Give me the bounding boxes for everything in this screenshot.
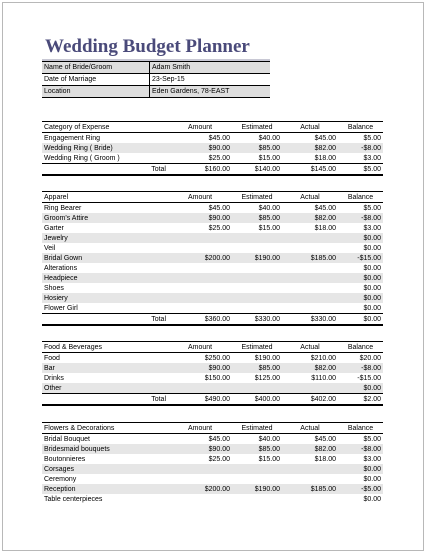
- table-row: [42, 263, 383, 273]
- column-header: Amount: [168, 192, 232, 203]
- estimated-cell[interactable]: [232, 303, 282, 314]
- actual-cell[interactable]: $18.00: [282, 223, 338, 233]
- table-row: [42, 363, 383, 373]
- table-row: [42, 213, 383, 223]
- balance-cell[interactable]: -$8.00: [338, 143, 383, 153]
- expense-category-table: [42, 121, 383, 176]
- expense-item: Garter: [42, 223, 168, 233]
- balance-cell[interactable]: $3.00: [338, 153, 383, 164]
- column-header: Actual: [282, 423, 338, 434]
- food-beverages-table: [42, 341, 383, 406]
- estimated-cell[interactable]: [232, 293, 282, 303]
- info-row-date: [42, 74, 270, 86]
- estimated-cell[interactable]: [232, 263, 282, 273]
- expense-item: Reception: [42, 484, 168, 494]
- expense-item: Other: [42, 383, 168, 394]
- info-label: Date of Marriage: [42, 74, 150, 86]
- actual-cell[interactable]: $18.00: [282, 454, 338, 464]
- estimated-cell[interactable]: [232, 243, 282, 253]
- expense-item: Food: [42, 353, 168, 364]
- expense-item: Table centerpieces: [42, 494, 168, 504]
- actual-cell[interactable]: [282, 464, 338, 474]
- estimated-cell[interactable]: $85.00: [232, 213, 282, 223]
- estimated-cell[interactable]: $190.00: [232, 353, 282, 364]
- table-row: [42, 383, 383, 394]
- total-estimated: $400.00: [232, 394, 282, 406]
- total-actual: $402.00: [282, 394, 338, 406]
- balance-cell[interactable]: $3.00: [338, 454, 383, 464]
- balance-cell[interactable]: $0.00: [338, 494, 383, 504]
- amount-cell[interactable]: [168, 283, 232, 293]
- amount-cell[interactable]: [168, 293, 232, 303]
- total-balance: $2.00: [338, 394, 383, 406]
- column-header: Category of Expense: [42, 122, 168, 133]
- column-header: Food & Beverages: [42, 342, 168, 353]
- info-value[interactable]: Adam Smith: [150, 62, 271, 74]
- actual-cell[interactable]: $45.00: [282, 133, 338, 144]
- amount-cell[interactable]: $90.00: [168, 444, 232, 454]
- estimated-cell[interactable]: $40.00: [232, 133, 282, 144]
- actual-cell[interactable]: $82.00: [282, 363, 338, 373]
- table-row: [42, 474, 383, 484]
- info-row-location: [42, 86, 270, 98]
- expense-item: Boutonnieres: [42, 454, 168, 464]
- estimated-cell[interactable]: $190.00: [232, 253, 282, 263]
- table-row: [42, 464, 383, 474]
- table-row: [42, 444, 383, 454]
- expense-item: Corsages: [42, 464, 168, 474]
- expense-item: Hosiery: [42, 293, 168, 303]
- expense-item: Shoes: [42, 283, 168, 293]
- column-header: Balance: [338, 423, 383, 434]
- table-row: [42, 143, 383, 153]
- amount-cell[interactable]: [168, 464, 232, 474]
- expense-item: Bridal Gown: [42, 253, 168, 263]
- total-spacer: [42, 394, 106, 406]
- column-header: Amount: [168, 423, 232, 434]
- table-header-row: [42, 122, 383, 133]
- expense-item: Engagement Ring: [42, 133, 168, 144]
- estimated-cell[interactable]: $15.00: [232, 153, 282, 164]
- balance-cell[interactable]: $5.00: [338, 133, 383, 144]
- estimated-cell[interactable]: $85.00: [232, 143, 282, 153]
- table-row: [42, 233, 383, 243]
- table-row: [42, 373, 383, 383]
- balance-cell[interactable]: -$8.00: [338, 213, 383, 223]
- column-header: Amount: [168, 122, 232, 133]
- info-label: Name of Bride/Groom: [42, 62, 150, 74]
- total-estimated: $140.00: [232, 164, 282, 176]
- table-row: [42, 454, 383, 464]
- amount-cell[interactable]: $200.00: [168, 484, 232, 494]
- estimated-cell[interactable]: [232, 494, 282, 504]
- amount-cell[interactable]: [168, 303, 232, 314]
- table-row: [42, 293, 383, 303]
- balance-cell[interactable]: $0.00: [338, 293, 383, 303]
- amount-cell[interactable]: $90.00: [168, 363, 232, 373]
- balance-cell[interactable]: $0.00: [338, 303, 383, 314]
- estimated-cell[interactable]: [232, 464, 282, 474]
- expense-item: Jewelry: [42, 233, 168, 243]
- info-value[interactable]: 23-Sep-15: [150, 74, 271, 86]
- estimated-cell[interactable]: $85.00: [232, 444, 282, 454]
- balance-cell[interactable]: $5.00: [338, 434, 383, 445]
- actual-cell[interactable]: [282, 293, 338, 303]
- column-header: Actual: [282, 122, 338, 133]
- wedding-info-table: [42, 61, 270, 98]
- amount-cell[interactable]: $25.00: [168, 153, 232, 164]
- expense-item: Groom's Attire: [42, 213, 168, 223]
- actual-cell[interactable]: $18.00: [282, 153, 338, 164]
- table-header-row: [42, 423, 383, 434]
- balance-cell[interactable]: $20.00: [338, 353, 383, 364]
- table-row: [42, 434, 383, 445]
- table-row: [42, 494, 383, 504]
- column-header: Amount: [168, 342, 232, 353]
- column-header: Balance: [338, 122, 383, 133]
- column-header: Apparel: [42, 192, 168, 203]
- actual-cell[interactable]: [282, 383, 338, 394]
- actual-cell[interactable]: $82.00: [282, 143, 338, 153]
- expense-item: Ring Bearer: [42, 203, 168, 214]
- table-row: [42, 303, 383, 314]
- apparel-table: [42, 191, 383, 326]
- total-row: [42, 394, 383, 406]
- amount-cell[interactable]: [168, 273, 232, 283]
- column-header: Estimated: [232, 122, 282, 133]
- expense-item: Wedding Ring ( Bride): [42, 143, 168, 153]
- total-balance: $5.00: [338, 164, 383, 176]
- column-header: Estimated: [232, 423, 282, 434]
- balance-cell[interactable]: $0.00: [338, 263, 383, 273]
- column-header: Actual: [282, 342, 338, 353]
- amount-cell[interactable]: $90.00: [168, 143, 232, 153]
- actual-cell[interactable]: $82.00: [282, 444, 338, 454]
- amount-cell[interactable]: [168, 263, 232, 273]
- estimated-cell[interactable]: $190.00: [232, 484, 282, 494]
- total-actual: $330.00: [282, 314, 338, 326]
- estimated-cell[interactable]: $125.00: [232, 373, 282, 383]
- total-balance: $0.00: [338, 314, 383, 326]
- balance-cell[interactable]: $0.00: [338, 273, 383, 283]
- amount-cell[interactable]: $45.00: [168, 203, 232, 214]
- expense-item: Veil: [42, 243, 168, 253]
- expense-item: Drinks: [42, 373, 168, 383]
- actual-cell[interactable]: $110.00: [282, 373, 338, 383]
- expense-item: Bridesmaid bouquets: [42, 444, 168, 454]
- actual-cell[interactable]: [282, 474, 338, 484]
- actual-cell[interactable]: $82.00: [282, 213, 338, 223]
- amount-cell[interactable]: $25.00: [168, 223, 232, 233]
- expense-item: Bar: [42, 363, 168, 373]
- balance-cell[interactable]: $0.00: [338, 233, 383, 243]
- actual-cell[interactable]: $210.00: [282, 353, 338, 364]
- amount-cell[interactable]: [168, 474, 232, 484]
- amount-cell[interactable]: $25.00: [168, 454, 232, 464]
- actual-cell[interactable]: [282, 283, 338, 293]
- estimated-cell[interactable]: [232, 233, 282, 243]
- flowers-decorations-table: [42, 422, 383, 504]
- balance-cell[interactable]: $0.00: [338, 464, 383, 474]
- info-value[interactable]: Eden Gardens, 78-EAST: [150, 86, 271, 98]
- amount-cell[interactable]: [168, 383, 232, 394]
- column-header: Estimated: [232, 192, 282, 203]
- actual-cell[interactable]: $45.00: [282, 434, 338, 445]
- total-spacer: [42, 314, 106, 326]
- balance-cell[interactable]: $5.00: [338, 203, 383, 214]
- info-label: Location: [42, 86, 150, 98]
- table-row: [42, 133, 383, 144]
- table-row: [42, 253, 383, 263]
- total-actual: $145.00: [282, 164, 338, 176]
- estimated-cell[interactable]: [232, 474, 282, 484]
- actual-cell[interactable]: [282, 263, 338, 273]
- table-row: [42, 283, 383, 293]
- actual-cell[interactable]: $185.00: [282, 253, 338, 263]
- table-row: [42, 273, 383, 283]
- actual-cell[interactable]: $45.00: [282, 203, 338, 214]
- estimated-cell[interactable]: [232, 383, 282, 394]
- table-header-row: [42, 342, 383, 353]
- actual-cell[interactable]: [282, 233, 338, 243]
- actual-cell[interactable]: [282, 494, 338, 504]
- total-spacer: [42, 164, 106, 176]
- column-header: Flowers & Decorations: [42, 423, 168, 434]
- table-header-row: [42, 192, 383, 203]
- estimated-cell[interactable]: $40.00: [232, 434, 282, 445]
- column-header: Actual: [282, 192, 338, 203]
- total-label: Total: [106, 394, 168, 406]
- estimated-cell[interactable]: $15.00: [232, 454, 282, 464]
- total-row: [42, 164, 383, 176]
- estimated-cell[interactable]: $85.00: [232, 363, 282, 373]
- balance-cell[interactable]: $3.00: [338, 223, 383, 233]
- total-estimated: $330.00: [232, 314, 282, 326]
- total-row: [42, 314, 383, 326]
- balance-cell[interactable]: -$15.00: [338, 373, 383, 383]
- expense-item: Headpiece: [42, 273, 168, 283]
- balance-cell[interactable]: $0.00: [338, 474, 383, 484]
- expense-item: Alterations: [42, 263, 168, 273]
- column-header: Balance: [338, 192, 383, 203]
- amount-cell[interactable]: [168, 494, 232, 504]
- total-amount: $360.00: [168, 314, 232, 326]
- table-row: [42, 223, 383, 233]
- column-header: Estimated: [232, 342, 282, 353]
- estimated-cell[interactable]: [232, 283, 282, 293]
- amount-cell[interactable]: $250.00: [168, 353, 232, 364]
- info-row-name: [42, 62, 270, 74]
- total-label: Total: [106, 164, 168, 176]
- amount-cell[interactable]: $150.00: [168, 373, 232, 383]
- balance-cell[interactable]: -$8.00: [338, 363, 383, 373]
- balance-cell[interactable]: $0.00: [338, 383, 383, 394]
- table-row: [42, 353, 383, 364]
- balance-cell[interactable]: $0.00: [338, 283, 383, 293]
- expense-item: Bridal Bouquet: [42, 434, 168, 445]
- amount-cell[interactable]: [168, 233, 232, 243]
- total-label: Total: [106, 314, 168, 326]
- actual-cell[interactable]: [282, 303, 338, 314]
- expense-item: Wedding Ring ( Groom ): [42, 153, 168, 164]
- amount-cell[interactable]: $45.00: [168, 133, 232, 144]
- balance-cell[interactable]: -$5.00: [338, 484, 383, 494]
- balance-cell[interactable]: -$8.00: [338, 444, 383, 454]
- total-amount: $490.00: [168, 394, 232, 406]
- amount-cell[interactable]: [168, 243, 232, 253]
- table-row: [42, 484, 383, 494]
- estimated-cell[interactable]: $40.00: [232, 203, 282, 214]
- expense-item: Flower Girl: [42, 303, 168, 314]
- expense-item: Ceremony: [42, 474, 168, 484]
- actual-cell[interactable]: $185.00: [282, 484, 338, 494]
- total-amount: $160.00: [168, 164, 232, 176]
- table-row: [42, 153, 383, 164]
- amount-cell[interactable]: $90.00: [168, 213, 232, 223]
- amount-cell[interactable]: $45.00: [168, 434, 232, 445]
- estimated-cell[interactable]: [232, 273, 282, 283]
- balance-cell[interactable]: $0.00: [338, 243, 383, 253]
- balance-cell[interactable]: -$15.00: [338, 253, 383, 263]
- column-header: Balance: [338, 342, 383, 353]
- estimated-cell[interactable]: $15.00: [232, 223, 282, 233]
- actual-cell[interactable]: [282, 243, 338, 253]
- page-title: Wedding Budget Planner: [45, 36, 250, 57]
- table-row: [42, 243, 383, 253]
- actual-cell[interactable]: [282, 273, 338, 283]
- table-row: [42, 203, 383, 214]
- amount-cell[interactable]: $200.00: [168, 253, 232, 263]
